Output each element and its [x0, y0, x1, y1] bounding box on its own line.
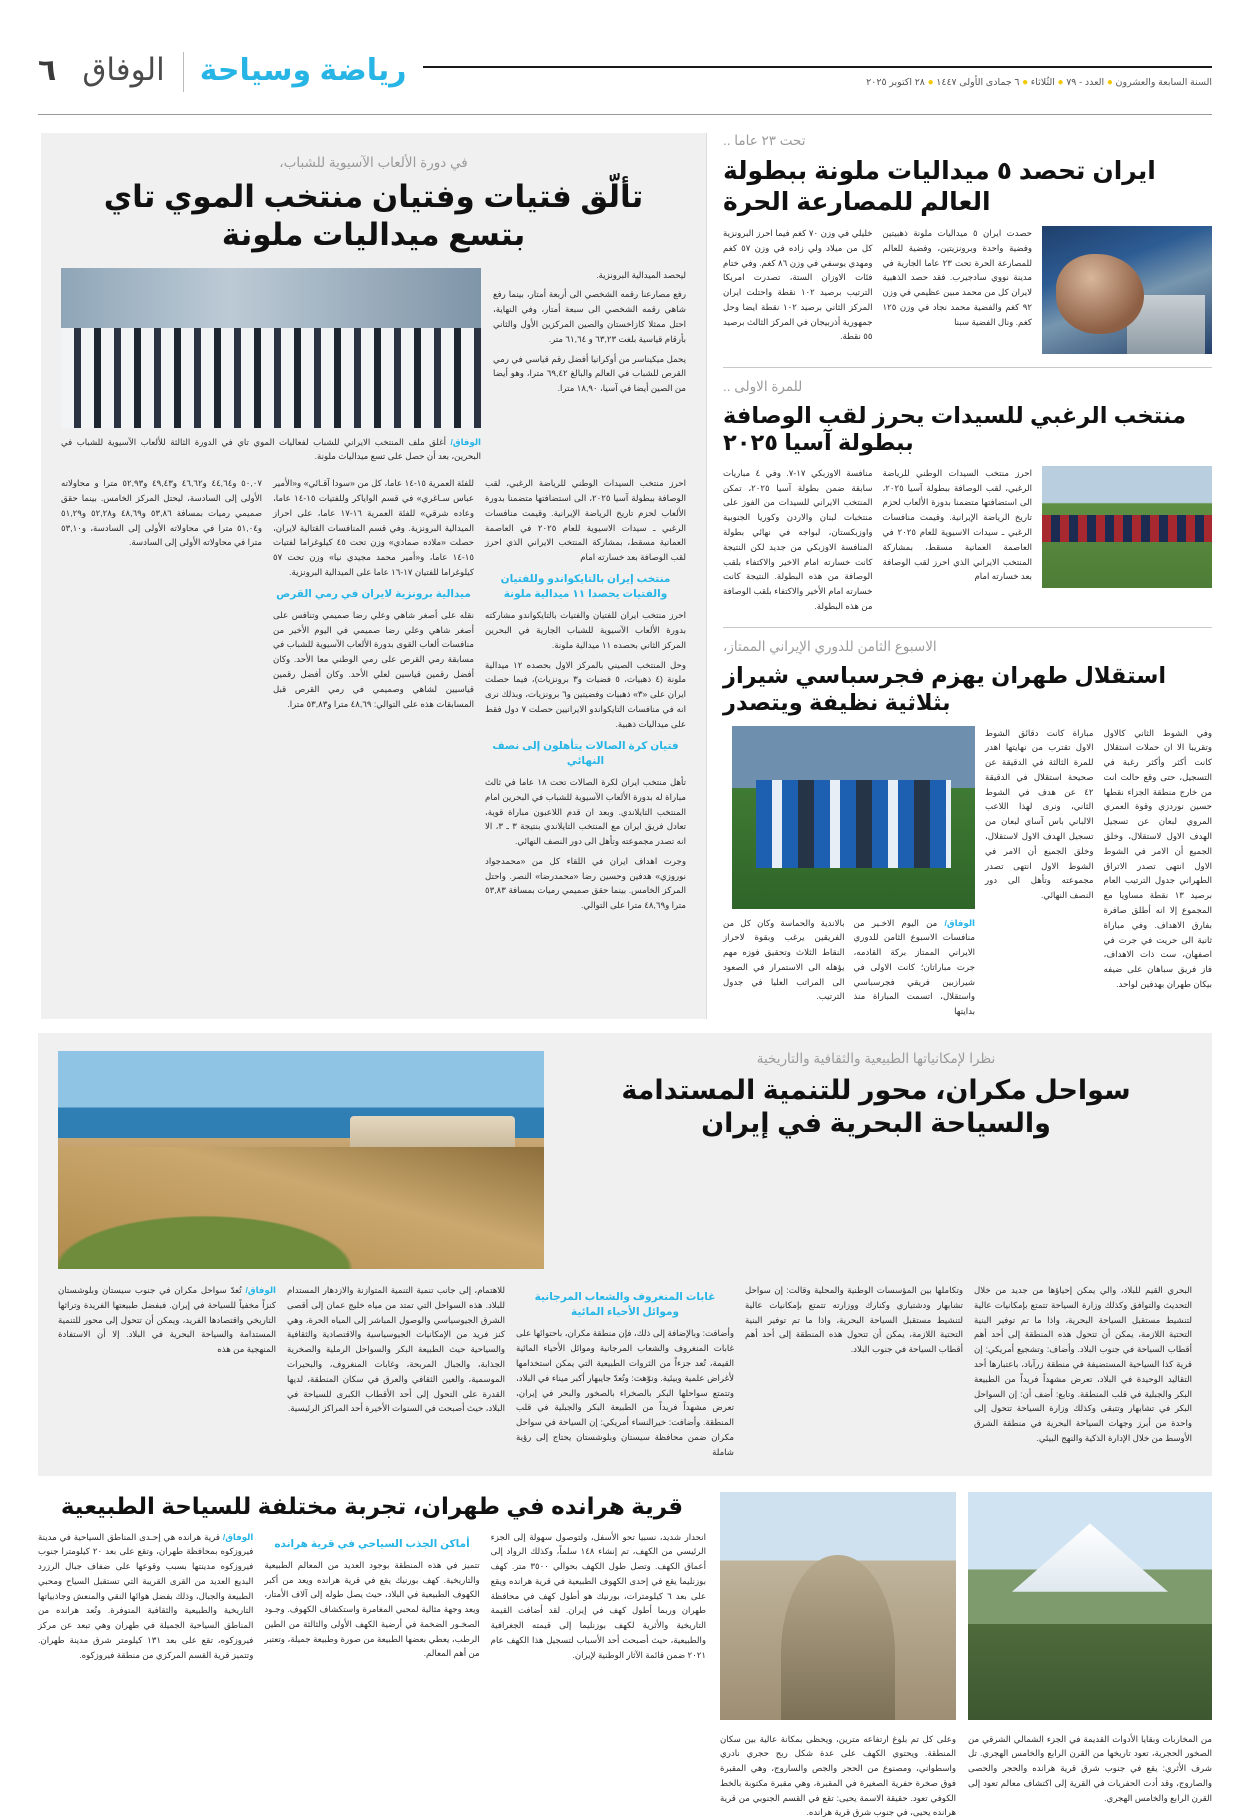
article-hirandeh-village: [38, 1492, 1212, 1820]
feature-col2-p4: تأهل منتخب ايران لكرة الصالات تحت ١٨ عاما في ثالث مباراة له بدورة الألعاب الآسيوية للشباب في البحرين امام المنتخب التايلاندي. وبعد ان قدم اللاعبون مباراة قوية، تعادل فريق ايران مع المنتخب التايلاندي بنتيجة ٣ ـ ٣، الا انه تصدر مجموعته وتأهل الى دور النصف النهائي.: [485, 775, 686, 849]
rugby-text-col-2: منافسة الاوزبكي ١٧-٧. وفي ٤ مباريات سابقة ضمن بطولة آسيا ٢٠٢٥، تمكن المنتخب الايراني للسيدات من الفوز على منتخبات لبنان والاردن وكوريا الجنوبية واوزبكستان، لبواجه في نهائي بطولة المنافسة الاوزبكي من جديد لكن النتيجة كانت خسارته امام الاخير والاكتفاء بلقب الوصافة من هذه البطولة. النتيجة كانت خسارته امام الأخير والاكتفاء بلقب الوصافة من هذه البطولة.: [723, 466, 873, 614]
football-caption-col-1: [854, 916, 976, 1019]
bullet-icon: ●: [1058, 77, 1064, 88]
hirandeh-col-3: من المخاربات وبقايا الأدوات القديمة في الجزء الشمالي الشرقي من الصخور الحجرية، تعود تاريخها من القرن الرابع والخامس الهجري. تل شرف الأثري: يقع في جنوب شرق قرية هرانده والحجر والحصى والصاروج، وقد أدت الحفريات في القرية إلى اكتشاف معالم تعود إلى القرن الرابع والخامس الهجري.: [968, 1732, 1212, 1820]
football-headline: استقلال طهران يهزم فجرسباسي شيراز بثلاثية نظيفة ويتصدر: [723, 662, 1212, 717]
makran-col-1: البحري القيم للبلاد، والي يمكن إحياؤها من جديد من خلال التحديث والتوافق وكذلك وزارة السياحة تتمتع بإمكانيات عالية لتنشيط مستقبل السياحة البحرية، واذا ما تم توفير البنية التحتية اللازمة، يمكن أن تتحول هذه المنطقة إلى أحد أهم أقطاب السياحة في جنوب البلاد. وأضاف: وتشجيع أمريكي: إن قرية كذا السياحية المستضيفة في منطقة زرآباد، باعتبارها أحد التقاليد الوحيدة في البلاد، تعرض مشهداً فريداً من الطبيعة البكر والجبلية في قلب المنطقة. وتابع: أضف أن: إن السواحل البكر في تشابهار وتتبقى وكذلك وزارة السياحة تتحول إلى واحدة من أبرز وجهات السياحة البحرية في منطقة الشرق الأوسط من خلال الإدارة الذكية والنهج البيئي.: [974, 1283, 1192, 1459]
masthead-rule: [423, 66, 1213, 68]
makran-head-block: [560, 1051, 1192, 1269]
source-tag: الوفاق/: [246, 1285, 277, 1295]
historic-domed-building-photo: [720, 1492, 956, 1720]
feature-col3-p2: نقله على أصغر شاهي وعلي رضا صميمي وتنافس على أصغر شاهي وعلي رضا صميمي في اليوم الأخير من منافسات ألعاب القوى بدورة الألعاب الآسيوية للشباب في مسابقة رمي القرص على رمي الوطني معا الأحد. وكان أفضل رقمين قياسين لعلي الأحد. وكان أفضل رقمين قياسيين لشاهي وصميمي في رمي القرص قبل المسابقات هذه على التوالي: ٤٨,٦٩ مترا و٥٣,٨٣ مترا.: [273, 608, 474, 711]
feature-top-row: [61, 268, 686, 465]
feature-subhead-3: ميدالية برونزية لايران في رمي القرص: [273, 587, 474, 602]
feature-lead-text: أغلق ملف المنتخب الايراني للشباب لفعاليات الموي تاي في الدورة الثالثة للألعاب الآسيوية للشباب في البحرين، بعد أن حصل على تسع ميداليات ملونة.: [61, 437, 481, 462]
wrestling-headline: ايران تحصد ٥ ميداليات ملونة ببطولة العالم للمصارعة الحرة: [723, 156, 1212, 217]
hirandeh-col-2-text: تتميز في هذه المنطقة بوجود العديد من المعالم الطبيعية والتاريخية. كهف بورنيك يقع في قرية هرانده ويعد من أكبر الكهوف الطبيعية في البلاد، حيث يصل طوله إلى آلاف الأمتار، ويعد وجهة مثالية لمحبي المغامرة واستكشاف الكهوف. وجـود الصخـور الضخمة في أرضية الكهف الأولى والثالثة من الطين الرطب، يعطي بعضها الطبيعة من صورة وطبيعة جميلة، وتعتبر من أهم المعالم.: [264, 1558, 479, 1661]
source-tag: الوفاق/: [223, 1532, 254, 1542]
feature-col-left: [485, 476, 686, 913]
article-football: [723, 639, 1212, 1019]
feature-article-asian-games: [41, 133, 707, 1019]
bullet-icon: ●: [928, 77, 934, 88]
volume-label: السنة السابعة والعشرون: [1116, 77, 1212, 88]
feature-col3-p1: للفئة العمرية ١٥-١٤ عاما، كل من «سودا آقـائي» و«الأمير عباس سـاغري» في قسم الواياكر وللفتيات ١٥-١٤ عاما، وعاده شرقي» للفئة العمرية ١٦-١٧ عاما، على احراز الميدالية البرونزية. وفي قسم المنافسات القتالية لايران، حصلت «ملاده صمادي» وزن تحت ٤٥ كيلوغراما لفتيات ١٥-١٤ عاما، و«أمير محمد مجيدي نيا» وزن تحت ٥٧ كيلوغراما للفتيان ١٧-١٦ عاما على الميدالية البرونزية.: [273, 476, 474, 579]
wrestling-text-col-2: خليلي في وزن ٧٠ كغم فيما احرز البرونزية كل من ميلاد ولي زاده في وزن ٥٧ كغم ومهدي يوسفي في وزن ٨٦ كغم. وفي ختام فئات الاوزان الستة، تصدرت امريكا الترتيب برصيد ١٠٢ نقطة واحتلت ايران المركز الثاني برصيد ١٠٢ نقطة ايضا وحل جمهورية أذربيجان في المركز الثالث برصيد ٥٥ نقطة.: [723, 226, 873, 354]
feature-photo-block: [61, 268, 481, 465]
football-celebration-photo: [732, 726, 975, 909]
hirandeh-photo-row: [720, 1492, 1212, 1720]
feature-intro-col: [493, 268, 686, 465]
makran-headline: سواحل مكران، محور للتنمية المستدامة والسياحة البحرية في إيران: [560, 1074, 1192, 1140]
article-rugby: [723, 379, 1212, 614]
source-tag: الوفاق/: [451, 437, 482, 447]
article-makran-coasts: [38, 1033, 1212, 1475]
feature-lead: [61, 435, 481, 465]
feature-headline: تألّق فتيات وفتيان منتخب الموي تاي بتسع ميداليات ملونة: [61, 178, 686, 254]
divider: [723, 367, 1212, 368]
football-photo-block: [723, 726, 975, 1019]
wrestling-body: [723, 226, 1212, 354]
hirandeh-col-1: انحدار شديد، نسبيا تحو الأسفل، ولتوصول سهولة إلى الجزء الرئيسي من الكهف، تم إنشاء ١٤٨ سلماً، وكذلك الرواد إلى أعماق الكهف. وتصل طول الكهف بحوالي ٣٥٠٠ متر. كهف بوزنليما يقع في إحدى الكهوف الطبيعية في قرية هرانده ويقع على بعد ٦ كيلومترات، بورنيك هو أطول كهف في محافظة طهران وربما أطول كهف في إيران. لقد أضافت القيمة التاريخية والأثرية لكهف بوزنليما إلى قيمته الجغرافية والطبيعية، حيث أصبحت أحد الأسباب لتسجيل هذا الكهف عام ٢٠٢١ ضمن قائمة الآثار الوطنية لإيران.: [491, 1530, 706, 1663]
rugby-body: [723, 466, 1212, 614]
feature-intro-p3: يحمل ميكيناسر من أوكرانيا أفضل رقم قياسي في رمي القرص للشباب في العالم والبالغ ٦٩,٤٢ مترا، وهو أيضا من الصين أيضا في آسيا، ١٨,٩٠ مترا.: [493, 352, 686, 396]
feature-subhead-1: منتخب إيران بالتايكواندو وللفتيان والفتيات يحصدا ١١ ميدالية ملونة: [485, 572, 686, 602]
makran-col-4: للاهتمام، إلى جانب تنمية التنمية المتوازنة والازدهار المستدام للبلاد. هذه السواحل التي تمتد من مياه خليج عمان إلى أقصى الشرق الجيوسياسي والوصول المباشر إلى المياه الحرة، وهي كنز فريد من الإمكانيات الجيوسياسية والاقتصادية والثقافية والسياحية حيث الطبيعة البكر والسواحل الرملية والصخرية الجذابة، والجبال المربحة، وغابات المنغروف، والبحيرات الموسمية، والعين الثقافي والعرق في سكان المنطقة، لديها القدرة على التحول إلى أحد الأقطاب الكبرى للسياحة في البلاد، حيث أصبحت في السنوات الأخيرة أحد المراكز الرئيسية.: [287, 1283, 505, 1459]
masthead-brand-block: [38, 52, 423, 92]
womens-rugby-team-photo: [1042, 466, 1212, 588]
damavand-mountain-landscape-photo: [968, 1492, 1212, 1720]
hijri-date-label: ٦ جمادى الأولى ١٤٤٧: [936, 77, 1019, 88]
feature-col2-p2: احرز منتخب ايران للفتيان والفتيات بالتايكواندو مشاركته بدورة الألعاب الآسيوية للشباب الجارية في البحرين المركز الثاني بحصده ١١ ميدالية ملونة.: [485, 608, 686, 652]
feature-intro-p1: ليحصد الميدالية البرونزية.: [493, 268, 686, 283]
football-kicker: الاسبوع الثامن للدوري الإيراني الممتاز،: [723, 639, 1212, 655]
makran-top-row: [58, 1051, 1192, 1269]
makran-col-3-text: وأضافت: وبالإضافة إلى ذلك، فإن منطقة مكران، باحتوائها على غابات المنغروف والشعاب المرجانية وموائل الأحياء المائية القيمة، تُعد جزءاً من الثروات الطبيعية التي يمكن استخدامها لأغراض علمية وبيئية. ونوّهت: وتُعدّ جايبهار أكبر ميناء في البلاد، وتتمتع سواحلها البكر بالصخراء بالصخور والبحر في إيران، تعرض مشهداً فريداً من الطبيعة البكر والجبلية في قلب المنطقة. وأضافت: خيرالنساء أمريكي: إن السياحة في سواحل مكران ضمن محافظة سيستان وبلوشستان يحتاج إلى رؤية شاملة: [516, 1326, 734, 1459]
asian-youth-games-team-photo: [61, 268, 481, 428]
feature-columns: [61, 476, 686, 913]
left-column-stack: [707, 133, 1212, 1019]
football-body: [723, 726, 1212, 1019]
feature-subhead-2: فتيان كرة الصالات يتأهلون إلى نصف النهائي: [485, 739, 686, 769]
hirandeh-lead: [38, 1530, 253, 1663]
rugby-kicker: للمرة الاولى ..: [723, 379, 1212, 395]
makran-col-2: [745, 1283, 963, 1459]
hirandeh-columns: [38, 1530, 706, 1663]
hirandeh-col-2: [264, 1530, 479, 1663]
hirandeh-caption-row: [720, 1732, 1212, 1820]
divider: [723, 627, 1212, 628]
feature-col2-p1: احرز منتخب السيدات الوطني للرياضة الرغبي، لقب الوصافة ببطولة آسيا ٢٠٢٥، الى استضافتها متضمنا بدورة الألعاب لحزم تاريخ الرياضة الإيرانية. وقيمت منافسات الرغبي ـ سيدات الاسيوية للعام ٢٠٢٥ في العاصمة العمانية مسقط، بمشاركة المنتخب الايراني الذي احرز لقب الوصافة بعد خسارته امام: [485, 476, 686, 565]
publication-info: [423, 77, 1213, 88]
issue-label: العدد - ٧٩: [1066, 77, 1104, 88]
makran-lead-text: تُعدّ سواحل مكران في جنوب سيستان وبلوشستان كنزاً مخفياً للسياحة في إيران. فبفضل طبيعتها الفريدة وتراثها التاريخي واقتصادها الفريد، ويمكن أن تتحول إلى محور للتنمية المستدامة والسياحة البحرية في البلاد. إلا أن الاستفادة المنهجية من هذه: [58, 1285, 276, 1354]
feature-kicker: في دورة الألعاب الآسيوية للشباب،: [61, 155, 686, 171]
hirandeh-text-block: [38, 1492, 706, 1820]
bullet-icon: ●: [1107, 77, 1113, 88]
wrestling-text-col-1: حصدت ايران ٥ ميداليات ملونة ذهبيتين وفضية واحدة وبرونزيتين، وفضية للعالم للمصارعة الحرة تحت ٢٣ عاما الجارية في مدينة نووي سادجيرب. فقد حصد الذهبية لايران كل من محمد مبين عظيمي في وزن ٩٢ كغم والفضية محمد نجاد في وزن ١٢٥ كغم. ونال الفضية سبنا: [883, 226, 1033, 354]
page-number: ٦: [38, 53, 68, 92]
hirandeh-subhead: أماكن الجذب السياحي في قرية هرانده: [264, 1537, 479, 1552]
masthead-date-block: [423, 66, 1213, 92]
makran-col-3: [516, 1283, 734, 1459]
wrestling-kicker: تحت ٢٣ عاما ..: [723, 133, 1212, 149]
feature-col-right: [61, 476, 262, 913]
feature-intro-p2: رفع مصارعنا رقمه الشخصي الى أربعة أمتار، بينما رفع شاهي رقمه الشخصي الى سبعة أمتار، وفي النهاية، احتل ممثلا كازاخستان والصين المركزين الأول والثاني بأرقام قياسية بلغت ٦٣,٢٣ و ٦١,٦٤ متر.: [493, 287, 686, 346]
football-text-col-4: من اليوم الاخـير من منافسات الاسبوع الثامن للدوري الايراني الممتاز بركة القادمه، جرت مباراتان؛ كانت الاولى في شيرازبين فريقي فجرسباسي واستقلال، اتسمت المباراة منذ بدايتها: [854, 918, 976, 1017]
section-title: رياضة وسياحة: [184, 53, 423, 92]
top-section: [38, 133, 1212, 1019]
makran-subhead: غابات المنغروف والشعاب المرجانية وموائل الأحياء المائية: [516, 1290, 734, 1320]
makran-kicker: نظرا لإمكانياتها الطبيعية والثقافية والتاريخية: [560, 1051, 1192, 1067]
feature-col3-p3: ٥٠,٠٧ و٤٤,٦٤ و٤٦,٦٢ و٤٩,٤٣ و٥٢,٩٣ مترا و محاولاته الأولى إلى السادسة، ليحتل المركز الخامس. بينما حقق صميمي رميات بمسافة ٥٣,٨٦ و٤٨,٦٩ و٥٢,٢٨ و٥١,٢٩ و٥١,٠٤ مترا في محاولاته الأولى إلى السادسة، و٥٣,١٠ مترا في محاولاته الأولى إلى السادسة.: [61, 476, 262, 550]
wrestling-match-photo: [1042, 226, 1212, 354]
football-text-col-1: وفي الشوط الثاني كالاول وتقريبا الا ان حملات استقلال كانت أكثر وأكثر رغبة في التسجيل، حتى وقع حالت انت من خارج منطقة الجزاء نقطها حسين نوردزي وقوة العمري المروي لبعان عن تسجيل الهدف الاول لاستقلال، وخلق الجميع أن الامر في الشوط الاول انتهى تصدر الاتراق الطهراني جدول الترتيب العام برصيد ١٣ نقطة مساويا مع المجموع إلا انه أطلق صافرة بفارق الاهداف. وفي مباراة ثانية الى حريت في جرت في اصفهان، ست ذات الاهداف، فاز فريق سباهان على ضيفه بيكان طهران بهدفين لواحد.: [1104, 726, 1213, 1019]
hirandeh-headline: قرية هرانده في طهران، تجربة مختلفة للسياحة الطبيعية: [38, 1492, 706, 1520]
makran-col-2-text: وتكاملها بين المؤسسات الوطنية والمحلية وقالت: إن سواحل تشابهار ودشتياري وكنارك ووزارته تتمتع بإمكانيات عالية لتنشيط مستقبل السياحة البحرية، واذا ما تم توفير البنية التحتية اللازمة، يمكن أن تتحول هذه المنطقة إلى أحد أهم أقطاب السياحة في جنوب البلاد.: [745, 1283, 963, 1357]
source-tag: الوفاق/: [945, 918, 976, 928]
header-divider: [38, 114, 1212, 115]
makran-columns: [58, 1283, 1192, 1459]
football-text-col-3: بالاندية والحماسة وكان كل من الفريقين يرغب وبقوة لاحراز النقاط الثلاث وتحقيق فوزه مهم يؤهله الى الاستمرار في الصعود الى المراتب العليا في جدول الترتيب.: [723, 916, 845, 1019]
makran-coast-photo: [58, 1051, 544, 1269]
rugby-headline: منتخب الرغبي للسيدات يحرز لقب الوصافة ببطولة آسيا ٢٠٢٥: [723, 402, 1212, 457]
football-text-col-2: مباراة كانت دقائق الشوط الاول تقترب من نهايتها اهدر للمرة الثالثة في الدقيقة عن صحيحة استقلال في الدقيقة ٤٢ عن هدف في الشوط الثاني، ونرى لهذا اللاعب الالباني باس آساي لبعان من تسجيل الهدف الاول لاستقلال، وخلق الجميع أن الامر في الشوط الاول انتهى تصدر مجموعته وتأهل الى دور النصف النهائي.: [985, 726, 1094, 1019]
makran-lead: [58, 1283, 276, 1459]
hirandeh-photo-block: [720, 1492, 1212, 1820]
masthead: [38, 0, 1212, 92]
gregorian-date-label: ٢٨ اكتوبر ٢٠٢٥: [866, 77, 925, 88]
bullet-icon: ●: [1022, 77, 1028, 88]
article-wrestling: [723, 133, 1212, 354]
rugby-text-col-1: احرز منتخب السيدات الوطني للرياضة الرغبي، لقب الوصافة ببطولة آسيا ٢٠٢٥، الى استضافتها متضمنا بدورة الألعاب لحزم تاريخ الرياضة الإيرانية. وقيمت منافسات الرغبي ـ سيدات الاسيوية للعام ٢٠٢٥ في العاصمة العمانية مسقط، بمشاركة المنتخب الايراني الذي احرز لقب الوصافة بعد خسارته امام: [883, 466, 1033, 614]
weekday-label: الثُلاثاء: [1031, 77, 1055, 88]
feature-col2-p3: وحل المنتخب الصيني بالمركز الاول بحصده ١٢ ميدالية ملونة (٤ ذهبيات، ٥ فضيات و٣ برونزيات)، فيما حصلت ايران على «٣» ذهبيات وفضيتين و٦ برونزيات، وبذلك نرى انه في منافسات التايكواندو الايرانيين حصلت ٧ دول فقط على ميداليات ذهبية.: [485, 658, 686, 732]
newspaper-logo: الوفاق: [68, 52, 183, 92]
hirandeh-col-4: وعلى كل تم بلوغ ارتفاعه مترين، ويحظى بمكانة عالية بين سكان المنطقة. ويحتوي الكهف على عدة شكل ربح حجري نادري واسطواني، ومصنوع من الحجر والجص والساروج، وهي المقبرة فوق صخرة حفرية الصغيرة في المقبرة، وهي مقبرة مكتوبة بالخط الكوفي تعود. حقيقة الاسمة يحيى: تقع في القسم الجنوبي من قرية هرانده يحيى، في جنوب شرق قرية هرانده.: [720, 1732, 956, 1820]
feature-col-mid: [273, 476, 474, 913]
feature-col2-p5: وجرت اهداف ايران في اللقاء كل من «محمدجواد نوروزي» هدفين وحسين رضا «محمدرضا» النصر. واحتل المركز الخامس. بينما حقق صميمي رميات بمسافة ٥٣,٨٣ مترا و٤٨,٦٩ مترا على التوالي.: [485, 854, 686, 913]
hirandeh-lead-text: قرية هرانده هي إحـدى المناطق السياحية في مدينة فيروزكوه بمحافظة طهران، وتقع على بعد ٢٠ كيلومترا جنوب فيروزكوه مدينتها بسبب وقوعها على ضفاف جبال الرزرد البديع العديد من القرى القريبة التي تستقبل السياح ومحبي الطبيعة والجبال، وذلك بفضل هوائها النقي والمنعش وجاذبياتها التاريخية والطبيعية والثقافية المتوفرة. وتُعد هرانده من المناطق السياحية الجميلة في طهران وهي تبعد عن مركز فيروزكوه، تقع على بعد ١٣١ كيلومتر شرق مدينة طهران. وتتميز قرية القسم المركزي من منطقة فيروزكوه.: [38, 1532, 253, 1660]
